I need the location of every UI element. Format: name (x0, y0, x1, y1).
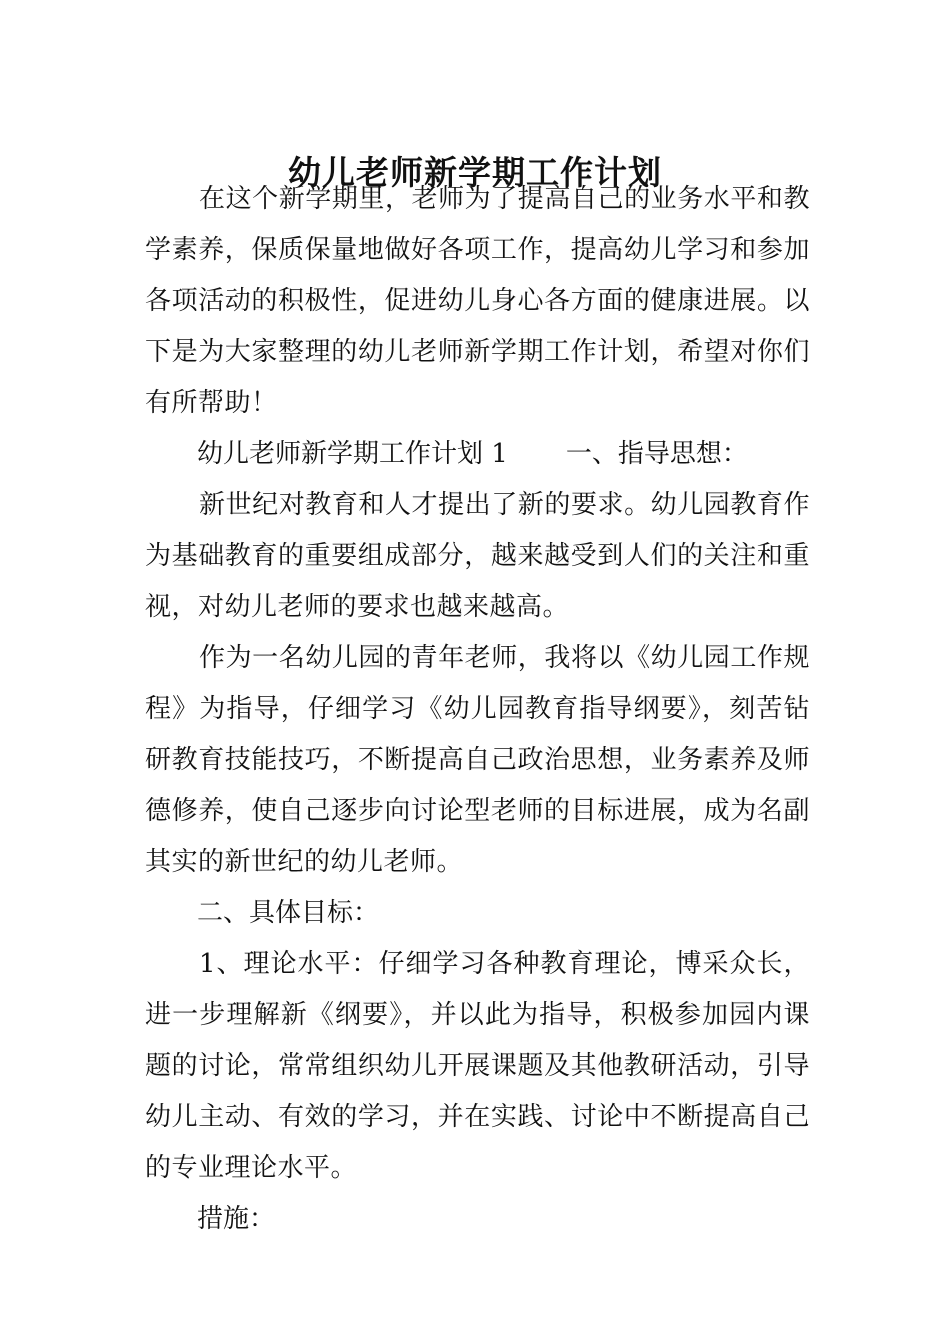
document-body (145, 174, 810, 1245)
plan-heading: 幼儿老师新学期工作计划 1 (197, 439, 508, 469)
section-two-heading: 二、具体目标： (197, 898, 380, 928)
section-one-heading: 一、指导思想： (565, 439, 748, 469)
document-title: 幼儿老师新学期工作计划 (288, 153, 662, 193)
guiding-paragraph-1: 新世纪对教育和人才提出了新的要求。幼儿园教育作为基础教育的重要组成部分，越来越受到人们的关注和重视，对幼儿老师的要求也越来越高。 (145, 490, 810, 622)
measures-label: 措施： (197, 1204, 276, 1234)
guiding-paragraph-2: 作为一名幼儿园的青年老师，我将以《幼儿园工作规程》为指导，仔细学习《幼儿园教育指导纲要》，刻苦钻研教育技能技巧，不断提高自己政治思想，业务素养及师德修养，使自己逐步向讨论型老师的目标进展，成为名副其实的新世纪的幼儿老师。 (145, 643, 810, 877)
theory-level-paragraph: 1、理论水平：仔细学习各种教育理论，博采众长，进一步理解新《纲要》，并以此为指导，积极参加园内课题的讨论，常常组织幼儿开展课题及其他教研活动，引导幼儿主动、有效的学习，并在实践、讨论中不断提高自己的专业理论水平。 (145, 949, 810, 1183)
plan-heading-line (145, 429, 810, 480)
intro-paragraph: 在这个新学期里，老师为了提高自己的业务水平和教学素养，保质保量地做好各项工作，提高幼儿学习和参加各项活动的积极性，促进幼儿身心各方面的健康进展。以下是为大家整理的幼儿老师新学期工作计划，希望对你们有所帮助！ (145, 184, 810, 418)
